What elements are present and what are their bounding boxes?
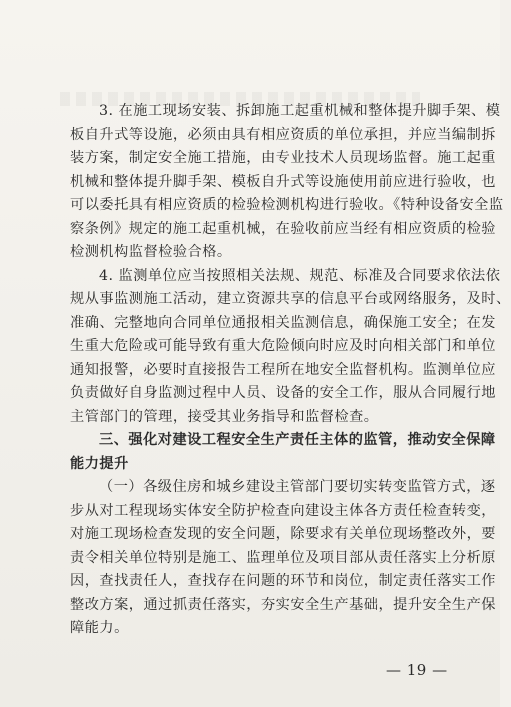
paragraph-4-line: 准确、完整地向合同单位通报相关监测信息，确保施工安全；在发 — [70, 314, 496, 331]
paragraph-4-line: 规从事监测施工活动，建立资源共享的信息平台或网络服务，及时、 — [70, 291, 511, 307]
paragraph-3-line: 机械和整体提升脚手架、模板自升式等设施使用前应进行验收，也 — [70, 173, 496, 190]
paragraph-3-line: 板自升式等设施，必须由具有相应资质的单位承担，并应当编制拆 — [70, 126, 496, 143]
paragraph-1-line: 步从对工程现场实体安全防护检查向建设主体各方责任检查转变， — [70, 502, 496, 519]
paragraph-1-line: 整改方案，通过抓责任落实，夯实安全生产基础，提升安全生产保 — [70, 596, 496, 613]
paragraph-4-line: 4. 监测单位应当按照相关法规、规范、标准及合同要求依法依 — [99, 267, 501, 284]
paragraph-1-line: （一）各级住房和城乡建设主管部门要切实转变监管方式，逐 — [99, 479, 496, 495]
section-heading-line: 能力提升 — [70, 455, 129, 472]
document-body — [70, 100, 511, 641]
paragraph-3-line: 3. 在施工现场安装、拆卸施工起重机械和整体提升脚手架、模 — [99, 103, 501, 119]
paragraph-3-line: 检测机构监督检验合格。 — [70, 244, 232, 260]
paragraph-1-line: 对施工现场检查发现的安全问题，除要求有关单位现场整改外，要 — [70, 526, 496, 542]
paragraph-1-line: 责令相关单位特别是施工、监理单位及项目部从责任落实上分析原 — [70, 549, 496, 566]
paragraph-1-line: 因，查找责任人，查找存在问题的环节和岗位，制定责任落实工作 — [70, 573, 496, 589]
paragraph-4-line: 生重大危险或可能导致有重大危险倾向时应及时向相关部门和单位 — [70, 338, 496, 354]
paragraph-4-line: 通知报警，必要时直接报告工程所在地安全监督机构。监测单位应 — [70, 361, 496, 378]
paragraph-3-line: 装方案，制定安全施工措施，由专业技术人员现场监督。施工起重 — [70, 150, 496, 166]
paragraph-4-line: 负责做好自身监测过程中人员、设备的安全工作，服从合同履行地 — [70, 385, 496, 401]
page-number: — 19 — — [386, 661, 448, 679]
paragraph-1-line: 障能力。 — [70, 620, 129, 636]
paragraph-3-line: 可以委托具有相应资质的检验检测机构进行验收。《特种设备安全监 — [70, 197, 504, 213]
paragraph-4-line: 主管部门的管理，接受其业务指导和监督检查。 — [70, 408, 379, 425]
section-heading-line: 三、强化对建设工程安全生产责任主体的监管，推动安全保障 — [99, 432, 496, 448]
paragraph-3-line: 察条例》规定的施工起重机械，在验收前应当经有相应资质的检验 — [70, 220, 496, 237]
